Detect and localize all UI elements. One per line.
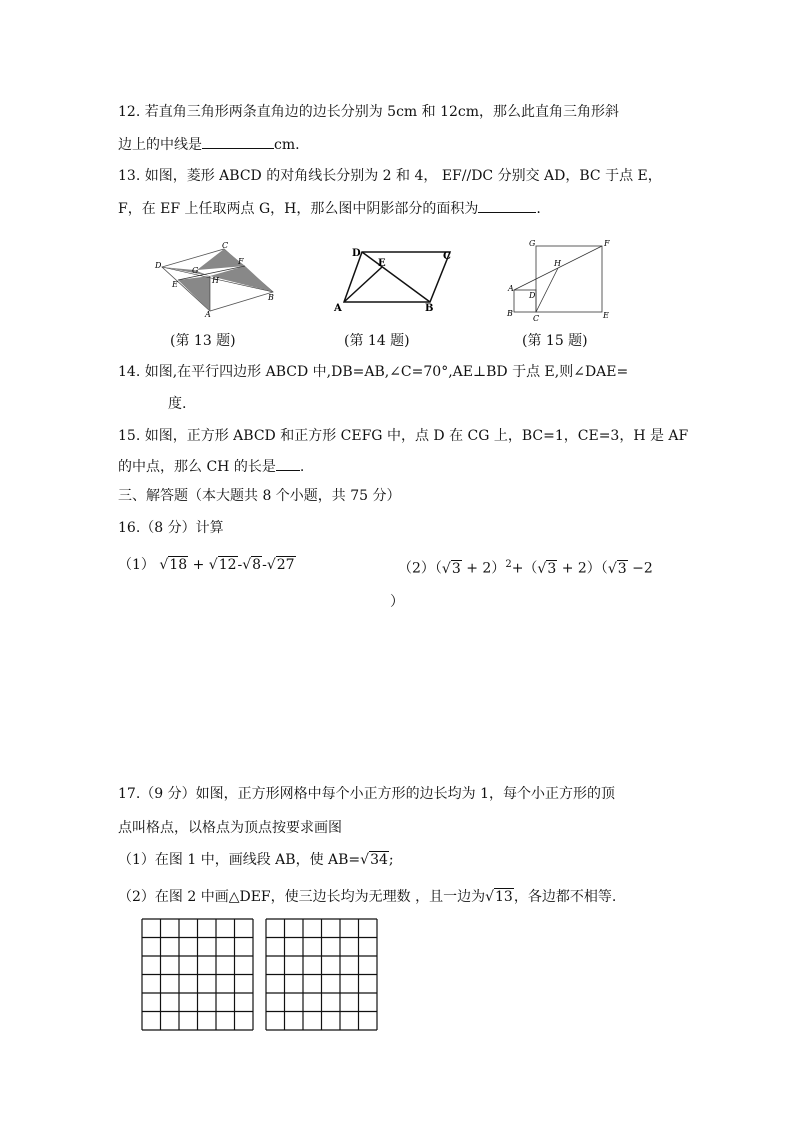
sqrt-12: √12 bbox=[208, 557, 237, 573]
q13-period: . bbox=[536, 201, 541, 217]
expr-text: + 2） bbox=[461, 560, 506, 577]
q14-line1: 14. 如图,在平行四边形 ABCD 中,DB=AB,∠C=70°,AE⊥BD 于点 E,则∠DAE= bbox=[118, 364, 629, 380]
section-3-heading: 三、解答题（本大题共 8 个小题，共 75 分） bbox=[118, 488, 401, 504]
label-e: E bbox=[378, 258, 386, 269]
q15-line2 bbox=[118, 456, 304, 477]
q16-part2 bbox=[398, 555, 653, 579]
q17-sub1 bbox=[118, 850, 394, 870]
label-e: E bbox=[172, 280, 178, 289]
label-c: C bbox=[443, 251, 451, 262]
q13-line2 bbox=[118, 198, 541, 219]
q16-part2-label: （2） bbox=[398, 560, 435, 577]
figure-14 bbox=[330, 244, 460, 314]
q13-line1: 13. 如图，菱形 ABCD 的对角线长分别为 2 和 4， EF//DC 分别交 AD，BC 于点 E， bbox=[118, 168, 662, 184]
figure-15 bbox=[500, 236, 620, 326]
caption-14: (第 14 题) bbox=[344, 333, 410, 349]
exponent: 2 bbox=[505, 559, 512, 570]
paren: （ bbox=[434, 560, 442, 577]
q17-sub2-tail: ，各边都不相等. bbox=[513, 889, 617, 905]
q16-part1 bbox=[118, 555, 296, 575]
q15-answer-blank[interactable] bbox=[276, 456, 300, 471]
square-cefg bbox=[536, 246, 602, 312]
q12-line1: 12. 若直角三角形两条直角边的边长分别为 5cm 和 12cm，那么此直角三角形斜 bbox=[118, 104, 620, 120]
sqrt-3: √3 bbox=[607, 560, 627, 577]
label-h: H bbox=[212, 276, 219, 285]
q16-part1-label: （1） bbox=[118, 557, 155, 573]
label-a: A bbox=[205, 310, 211, 319]
expr-text: −2 bbox=[627, 560, 653, 577]
shaded-region-3 bbox=[178, 276, 210, 311]
segment-ch bbox=[536, 268, 558, 312]
q12-text: 边上的中线是 bbox=[118, 137, 202, 153]
minus-sign: - bbox=[262, 557, 267, 573]
label-b: B bbox=[425, 303, 434, 314]
label-a: A bbox=[508, 284, 514, 293]
sqrt-27: √27 bbox=[266, 557, 295, 573]
label-b: B bbox=[507, 309, 513, 318]
grid-figure-1[interactable] bbox=[141, 918, 257, 1034]
label-g: G bbox=[529, 239, 536, 248]
q13-answer-blank[interactable] bbox=[478, 198, 536, 213]
minus-sign: - bbox=[237, 557, 243, 573]
label-d: D bbox=[155, 261, 162, 270]
q12-unit: cm. bbox=[274, 137, 300, 153]
figure-13 bbox=[150, 240, 280, 320]
q15-line1: 15. 如图，正方形 ABCD 和正方形 CEFG 中，点 D 在 CG 上，BC=1，CE=3，H 是 AF bbox=[118, 428, 689, 444]
label-g: G bbox=[192, 266, 199, 275]
label-c: C bbox=[533, 314, 540, 323]
sqrt-3: √3 bbox=[537, 560, 557, 577]
sqrt-3: √3 bbox=[441, 560, 461, 577]
shaded-region-4 bbox=[210, 266, 273, 292]
q17-sub2 bbox=[118, 887, 616, 907]
q12-answer-blank[interactable] bbox=[202, 134, 274, 149]
q15-text: 的中点，那么 CH 的长是 bbox=[118, 459, 276, 475]
sqrt-34: √34 bbox=[360, 852, 388, 868]
sqrt-8: √8 bbox=[242, 557, 262, 573]
q16-title: 16.（8 分）计算 bbox=[118, 520, 224, 536]
label-d: D bbox=[529, 291, 536, 300]
q14-line2: 度. bbox=[168, 396, 187, 412]
expr-text: +（ bbox=[511, 560, 538, 577]
plus-sign: + bbox=[192, 557, 205, 573]
caption-15: (第 15 题) bbox=[522, 333, 588, 349]
sqrt-18: √18 bbox=[159, 557, 188, 573]
label-e: E bbox=[603, 311, 609, 320]
label-f: F bbox=[238, 257, 244, 266]
q17-line2: 点叫格点，以格点为顶点按要求画图 bbox=[118, 820, 342, 836]
expr-text: + 2）（ bbox=[557, 560, 608, 577]
q17-sub1-text: （1）在图 1 中，画线段 AB，使 AB= bbox=[118, 852, 361, 868]
q17-sub2-text: （2）在图 2 中画△DEF，使三边长均为无理数 ，且一边为 bbox=[118, 889, 486, 905]
sqrt-13: √13 bbox=[485, 889, 513, 905]
semicolon: ; bbox=[388, 852, 394, 868]
label-h: H bbox=[554, 259, 561, 268]
q16-part2-close: ） bbox=[390, 594, 404, 610]
grid-figure-2[interactable] bbox=[265, 918, 381, 1034]
label-b: B bbox=[268, 293, 274, 302]
label-a: A bbox=[334, 303, 342, 314]
label-c: C bbox=[222, 241, 229, 250]
label-d: D bbox=[352, 248, 361, 259]
caption-13: (第 13 题) bbox=[170, 333, 236, 349]
q12-line2 bbox=[118, 134, 300, 155]
label-f: F bbox=[604, 239, 610, 248]
q15-period: . bbox=[299, 459, 305, 475]
q13-text: F，在 EF 上任取两点 G，H，那么图中阴影部分的面积为 bbox=[118, 201, 479, 217]
q17-line1: 17.（9 分）如图，正方形网格中每个小正方形的边长均为 1，每个小正方形的顶 bbox=[118, 786, 615, 802]
